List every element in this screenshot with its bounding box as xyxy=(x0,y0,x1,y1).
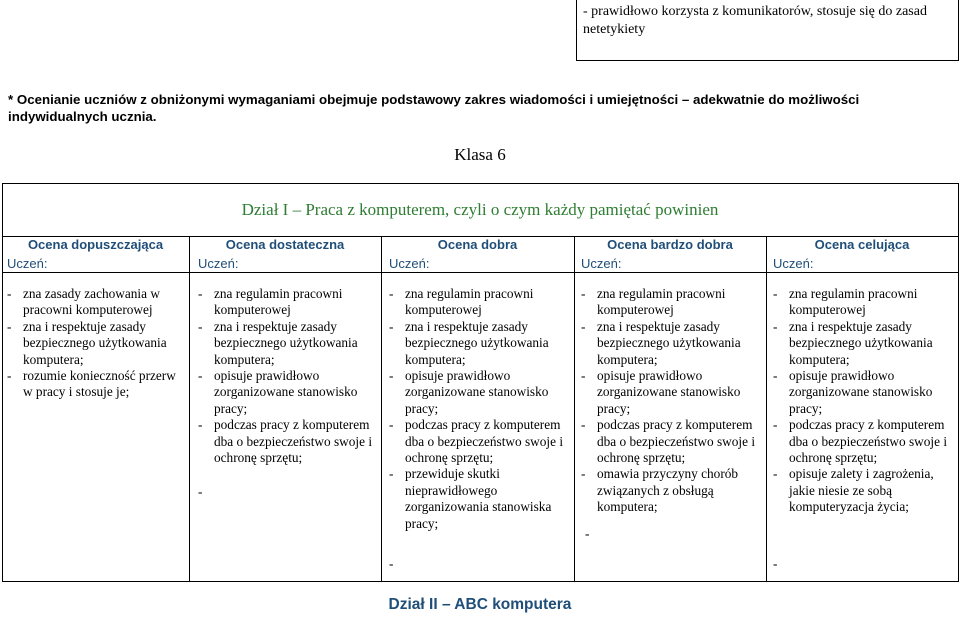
top-cell-text: - prawidłowo korzysta z komunikatorów, stosuje się do zasad netetykiety xyxy=(583,4,927,37)
student-label: Uczeń: xyxy=(389,256,430,271)
header-celujaca: Ocena celująca xyxy=(814,237,910,252)
trailing-dash: - xyxy=(773,556,778,571)
list-item: - przewiduje skutki nieprawidłowego zorganizowania stanowiska pracy; xyxy=(389,466,569,532)
column-dostateczna xyxy=(198,286,378,501)
list-item: - podczas pracy z komputerem dba o bezpieczeństwo swoje i ochronę sprzętu; xyxy=(773,417,953,466)
list-item: - rozumie konieczność przerw w pracy i stosuje je; xyxy=(7,368,183,401)
header-dopuszczajaca: Ocena dopuszczająca xyxy=(27,237,164,252)
class-title: Klasa 6 xyxy=(454,145,506,164)
column-celujaca xyxy=(773,286,953,516)
trailing-dash: - xyxy=(389,556,394,571)
student-label: Uczeń: xyxy=(581,256,622,271)
list-item: - zna regulamin pracowni komputerowej xyxy=(198,286,378,319)
column-dopuszczajaca xyxy=(7,286,183,401)
student-label: Uczeń: xyxy=(773,256,814,271)
header-dobra: Ocena dobra xyxy=(437,237,518,252)
list-item: - zna i respektuje zasady bezpiecznego użytkowania komputera; xyxy=(7,319,183,368)
list-item: - opisuje prawidłowo zorganizowane stanowisko pracy; xyxy=(198,368,378,417)
next-section-title: Dział II – ABC komputera xyxy=(388,596,572,613)
list-item: - opisuje prawidłowo zorganizowane stanowisko pracy; xyxy=(389,368,569,417)
trailing-dash: - xyxy=(198,484,203,500)
list-item: - zna i respektuje zasady bezpiecznego użytkowania komputera; xyxy=(389,319,569,368)
list-item: - zna zasady zachowania w pracowni komputerowej xyxy=(7,286,183,319)
list-item: - zna i respektuje zasady bezpiecznego użytkowania komputera; xyxy=(198,319,378,368)
column-dobra xyxy=(389,286,569,532)
requirements-note: * Ocenianie uczniów z obniżonymi wymaganiami obejmuje podstawowy zakres wiadomości i umiejętności – adekwatnie do możliwości indywidualnych ucznia. xyxy=(8,92,860,124)
list-item: - opisuje prawidłowo zorganizowane stanowisko pracy; xyxy=(581,368,761,417)
list-item: - zna regulamin pracowni komputerowej xyxy=(773,286,953,319)
student-label: Uczeń: xyxy=(7,256,48,271)
list-item: - podczas pracy z komputerem dba o bezpieczeństwo swoje i ochronę sprzętu; xyxy=(581,417,761,466)
list-item: - zna regulamin pracowni komputerowej xyxy=(581,286,761,319)
list-item: - podczas pracy z komputerem dba o bezpieczeństwo swoje i ochronę sprzętu; xyxy=(198,417,378,466)
section-title: Dział I – Praca z komputerem, czyli o czym każdy pamiętać powinien xyxy=(241,200,719,219)
column-bardzo-dobra xyxy=(581,286,761,516)
header-dostateczna: Ocena dostateczna xyxy=(225,237,345,252)
trailing-dash: - xyxy=(585,526,590,541)
list-item: - zna regulamin pracowni komputerowej xyxy=(389,286,569,319)
student-label: Uczeń: xyxy=(198,256,239,271)
list-item: - zna i respektuje zasady bezpiecznego użytkowania komputera; xyxy=(581,319,761,368)
list-item: - opisuje zalety i zagrożenia, jakie niesie ze sobą komputeryzacja życia; xyxy=(773,466,953,515)
list-item: - opisuje prawidłowo zorganizowane stanowisko pracy; xyxy=(773,368,953,417)
list-item: - zna i respektuje zasady bezpiecznego użytkowania komputera; xyxy=(773,319,953,368)
list-item: - podczas pracy z komputerem dba o bezpieczeństwo swoje i ochronę sprzętu; xyxy=(389,417,569,466)
header-bardzo-dobra: Ocena bardzo dobra xyxy=(607,237,733,252)
list-item: - omawia przyczyny chorób związanych z obsługą komputera; xyxy=(581,466,761,515)
